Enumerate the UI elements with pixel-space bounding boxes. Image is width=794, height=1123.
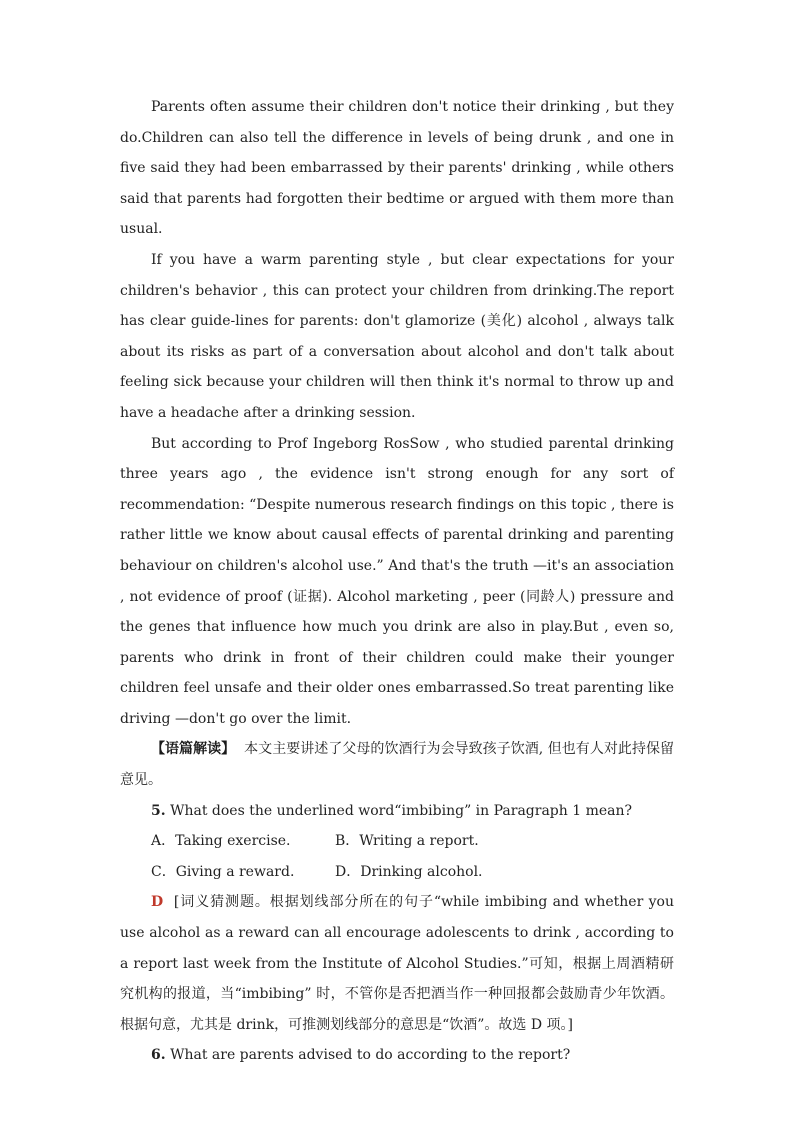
passage-paragraph-3: But according to Prof Ingeborg RosSow , who studied parental drinking three years ago , the evidence isn't strong enough for any sort of recommendation: “Despite numerous research findings on this topic , there is rather little we know about causal effects of parental drinking and parenting behaviour on children's alcohol use.” And that's the truth —it's an association , not evidence of proof (证据). Alcohol marketing , peer (同龄人) pressure and the genes that influence how much you drink are also in play.But , even so, parents who drink in front of their children could make their younger children feel unsafe and their older ones embarrassed.So treat parenting like driving —don't go over the limit. bbox=[120, 435, 674, 727]
interpretation-text: 本文主要讲述了父母的饮酒行为会导致孩子饮酒, 但也有人对此持保留意见。 bbox=[120, 741, 674, 789]
question-5-answer bbox=[120, 887, 674, 1040]
question-6-number: 6. bbox=[151, 1047, 166, 1064]
interpretation-title: 【语篇解读】 bbox=[151, 741, 236, 758]
option-c: C．Giving a reward. bbox=[151, 863, 295, 880]
interpretation-block bbox=[120, 734, 674, 795]
question-5-options-row-2 bbox=[120, 857, 674, 888]
passage-paragraph-1: Parents often assume their children don't notice their drinking , but they do.Children can also tell the difference in levels of being drunk , and one in five said they had been embarrassed by their parents' drinking , while others said that parents had forgotten their bedtime or argued with them more than usual. bbox=[120, 99, 674, 238]
option-a: A．Taking exercise. bbox=[151, 833, 291, 850]
question-6-stem: What are parents advised to do according to the report? bbox=[170, 1047, 571, 1064]
option-b: B．Writing a report. bbox=[335, 833, 479, 850]
question-5 bbox=[120, 796, 674, 827]
option-d: D．Drinking alcohol. bbox=[335, 863, 483, 880]
question-5-options-row-1 bbox=[120, 826, 674, 857]
passage-paragraph-2: If you have a warm parenting style , but clear expectations for your children's behavior , this can protect your children from drinking.The report has clear guide-lines for parents: don't glamorize (美化) alcohol , always talk about its risks as part of a conversation about alcohol and don't talk about feeling sick because your children will then think it's normal to throw up and have a headache after a drinking session. bbox=[120, 251, 674, 421]
answer-explanation: [词义猜测题。根据划线部分所在的句子“while imbibing and whether you use alcohol as a reward can all encourage adolescents to drink , according to a report last week from the Institute of Alcohol Studies.”可知，根据上周酒精研究机构的报道，当“imbibing” 时，不管你是否把酒当作一种回报都会鼓励青少年饮酒。根据句意，尤其是 drink，可推测划线部分的意思是“饮酒”。故选 D 项。] bbox=[120, 894, 674, 1033]
question-6 bbox=[120, 1040, 674, 1071]
document-page bbox=[120, 92, 674, 1071]
question-5-number: 5. bbox=[151, 802, 166, 819]
question-5-stem: What does the underlined word“imbibing” in Paragraph 1 mean? bbox=[170, 802, 633, 819]
answer-letter: D bbox=[151, 894, 164, 911]
